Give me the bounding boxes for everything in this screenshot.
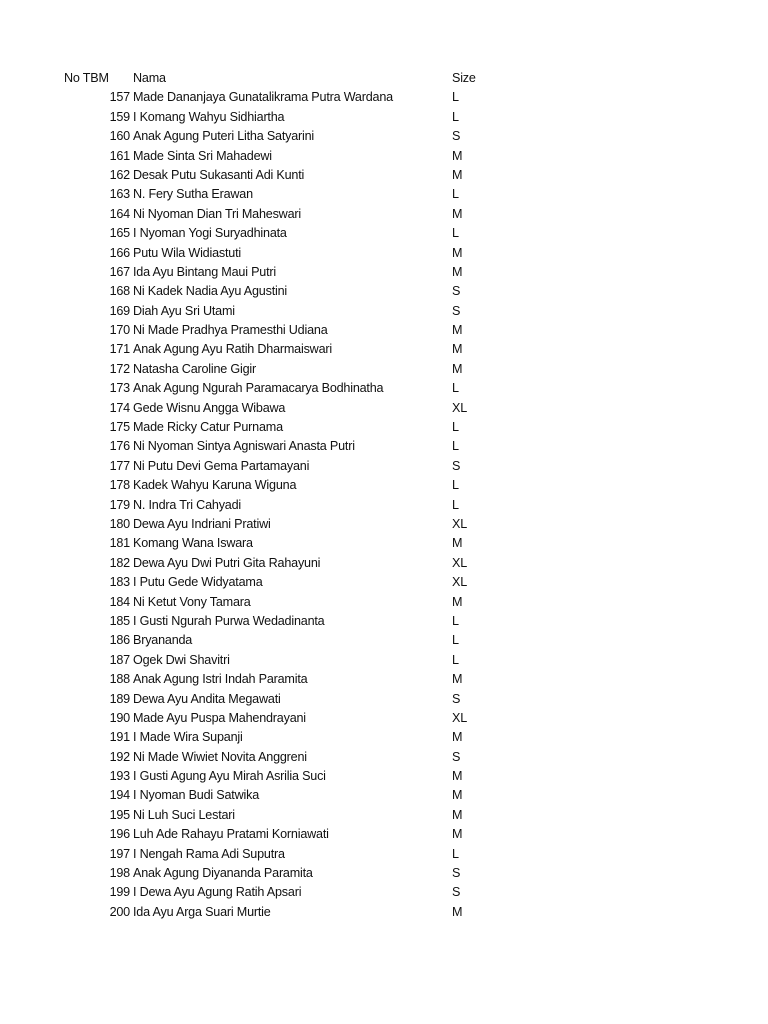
row-number: 192 <box>109 749 130 764</box>
table-row <box>0 321 768 340</box>
table-row <box>0 651 768 670</box>
row-number: 193 <box>109 769 130 784</box>
row-size: M <box>452 206 463 221</box>
table-row <box>0 147 768 166</box>
row-size: L <box>452 381 459 396</box>
table-row <box>0 631 768 650</box>
row-name: N. Fery Sutha Erawan <box>133 187 253 202</box>
row-name: Ida Ayu Arga Suari Murtie <box>133 904 271 919</box>
row-size: M <box>452 342 463 357</box>
row-number: 197 <box>109 846 130 861</box>
row-name: Gede Wisnu Angga Wibawa <box>133 400 286 415</box>
row-name: I Nengah Rama Adi Suputra <box>133 846 285 861</box>
row-size: M <box>452 672 463 687</box>
row-number: 174 <box>109 400 130 415</box>
table-row <box>0 476 768 495</box>
row-name: Ni Putu Devi Gema Partamayani <box>133 458 310 473</box>
row-number: 200 <box>109 904 130 919</box>
row-name: Ni Luh Suci Lestari <box>133 807 235 822</box>
row-size: L <box>452 652 459 667</box>
table-row <box>0 883 768 902</box>
row-number: 168 <box>109 284 130 299</box>
row-size: XL <box>452 555 468 570</box>
table-row <box>0 515 768 534</box>
table-row <box>0 263 768 282</box>
column-header-size: Size <box>452 71 476 85</box>
row-size: M <box>452 788 463 803</box>
row-number: 178 <box>109 478 130 493</box>
row-size: L <box>452 226 459 241</box>
row-number: 187 <box>109 652 130 667</box>
row-number: 189 <box>109 691 130 706</box>
row-size: S <box>452 866 461 881</box>
row-name: Ni Ketut Vony Tamara <box>133 594 251 609</box>
row-size: M <box>452 807 463 822</box>
row-name: Ni Nyoman Sintya Agniswari Anasta Putri <box>133 439 355 454</box>
row-size: M <box>452 148 463 163</box>
row-size: S <box>452 284 461 299</box>
row-size: L <box>452 420 459 435</box>
row-number: 183 <box>109 575 130 590</box>
table-row <box>0 88 768 107</box>
row-size: M <box>452 769 463 784</box>
table-body <box>0 88 768 922</box>
row-name: I Dewa Ayu Agung Ratih Apsari <box>133 885 302 900</box>
table-header <box>0 69 768 88</box>
row-number: 175 <box>109 420 130 435</box>
row-size: M <box>452 167 463 182</box>
row-size: L <box>452 478 459 493</box>
table-row <box>0 709 768 728</box>
table-row <box>0 573 768 592</box>
row-size: L <box>452 109 459 124</box>
row-number: 177 <box>109 458 130 473</box>
row-name: I Gusti Ngurah Purwa Wedadinanta <box>133 613 325 628</box>
row-name: Natasha Caroline Gigir <box>133 361 256 376</box>
table-row <box>0 554 768 573</box>
table-row <box>0 205 768 224</box>
row-number: 160 <box>109 129 130 144</box>
row-number: 188 <box>109 672 130 687</box>
table-row <box>0 302 768 321</box>
table-row <box>0 108 768 127</box>
row-name: Luh Ade Rahayu Pratami Korniawati <box>133 827 329 842</box>
row-name: Ni Made Wiwiet Novita Anggreni <box>133 749 307 764</box>
table-row <box>0 224 768 243</box>
row-size: M <box>452 594 463 609</box>
row-name: Anak Agung Istri Indah Paramita <box>133 672 308 687</box>
row-size: M <box>452 730 463 745</box>
row-name: Anak Agung Diyananda Paramita <box>133 866 313 881</box>
row-size: M <box>452 827 463 842</box>
row-number: 176 <box>109 439 130 454</box>
row-name: I Gusti Agung Ayu Mirah Asrilia Suci <box>133 769 326 784</box>
row-name: Desak Putu Sukasanti Adi Kunti <box>133 167 305 182</box>
row-number: 184 <box>109 594 130 609</box>
row-number: 180 <box>109 516 130 531</box>
row-name: Ogek Dwi Shavitri <box>133 652 230 667</box>
row-size: M <box>452 264 463 279</box>
row-number: 164 <box>109 206 130 221</box>
row-number: 161 <box>109 148 130 163</box>
row-number: 169 <box>109 303 130 318</box>
row-name: Made Dananjaya Gunatalikrama Putra Wardana <box>133 90 393 105</box>
row-size: S <box>452 129 461 144</box>
table-row <box>0 418 768 437</box>
row-size: M <box>452 323 463 338</box>
row-size: L <box>452 439 459 454</box>
table-row <box>0 496 768 515</box>
row-number: 162 <box>109 167 130 182</box>
row-name: Anak Agung Ayu Ratih Dharmaiswari <box>133 342 332 357</box>
row-name: N. Indra Tri Cahyadi <box>133 497 241 512</box>
row-name: Made Ayu Puspa Mahendrayani <box>133 710 306 725</box>
row-number: 186 <box>109 633 130 648</box>
row-number: 159 <box>109 109 130 124</box>
row-size: XL <box>452 516 468 531</box>
row-size: S <box>452 691 461 706</box>
table-row <box>0 845 768 864</box>
row-size: M <box>452 904 463 919</box>
table-row <box>0 728 768 747</box>
table-row <box>0 166 768 185</box>
column-header-nama: Nama <box>133 71 166 85</box>
row-size: XL <box>452 575 468 590</box>
row-size: L <box>452 497 459 512</box>
row-size: XL <box>452 710 468 725</box>
row-name: Dewa Ayu Indriani Pratiwi <box>133 516 271 531</box>
row-number: 196 <box>109 827 130 842</box>
row-name: Anak Agung Puteri Litha Satyarini <box>133 129 315 144</box>
row-name: I Made Wira Supanji <box>133 730 243 745</box>
row-size: M <box>452 361 463 376</box>
table-row <box>0 379 768 398</box>
row-name: Komang Wana Iswara <box>133 536 253 551</box>
row-number: 179 <box>109 497 130 512</box>
table-row <box>0 457 768 476</box>
row-number: 191 <box>109 730 130 745</box>
row-size: L <box>452 846 459 861</box>
table-row <box>0 593 768 612</box>
row-size: S <box>452 458 461 473</box>
row-size: L <box>452 613 459 628</box>
row-number: 185 <box>109 613 130 628</box>
row-number: 182 <box>109 555 130 570</box>
table-row <box>0 127 768 146</box>
table-row <box>0 748 768 767</box>
row-size: M <box>452 536 463 551</box>
table-row <box>0 825 768 844</box>
row-number: 167 <box>109 264 130 279</box>
row-number: 173 <box>109 381 130 396</box>
table-row <box>0 612 768 631</box>
size-table <box>0 69 768 922</box>
table-row <box>0 806 768 825</box>
row-name: Anak Agung Ngurah Paramacarya Bodhinatha <box>133 381 384 396</box>
row-name: I Nyoman Budi Satwika <box>133 788 259 803</box>
row-number: 171 <box>109 342 130 357</box>
row-number: 198 <box>109 866 130 881</box>
row-name: Made Ricky Catur Purnama <box>133 420 283 435</box>
table-row <box>0 360 768 379</box>
row-number: 199 <box>109 885 130 900</box>
column-header-no-tbm: No TBM <box>64 71 109 85</box>
row-size: L <box>452 90 459 105</box>
row-size: XL <box>452 400 468 415</box>
row-size: M <box>452 245 463 260</box>
row-name: Dewa Ayu Andita Megawati <box>133 691 281 706</box>
row-size: L <box>452 187 459 202</box>
row-size: L <box>452 633 459 648</box>
row-name: Diah Ayu Sri Utami <box>133 303 235 318</box>
table-row <box>0 244 768 263</box>
table-row <box>0 767 768 786</box>
row-size: S <box>452 749 461 764</box>
table-row <box>0 690 768 709</box>
row-number: 172 <box>109 361 130 376</box>
table-row <box>0 437 768 456</box>
row-name: Ida Ayu Bintang Maui Putri <box>133 264 276 279</box>
table-row <box>0 670 768 689</box>
row-name: Ni Made Pradhya Pramesthi Udiana <box>133 323 328 338</box>
row-number: 165 <box>109 226 130 241</box>
row-number: 157 <box>109 90 130 105</box>
row-name: Ni Kadek Nadia Ayu Agustini <box>133 284 287 299</box>
row-name: I Putu Gede Widyatama <box>133 575 263 590</box>
row-name: I Komang Wahyu Sidhiartha <box>133 109 285 124</box>
row-size: S <box>452 885 461 900</box>
row-name: I Nyoman Yogi Suryadhinata <box>133 226 287 241</box>
row-name: Ni Nyoman Dian Tri Maheswari <box>133 206 301 221</box>
table-row <box>0 399 768 418</box>
row-number: 181 <box>109 536 130 551</box>
row-size: S <box>452 303 461 318</box>
row-name: Dewa Ayu Dwi Putri Gita Rahayuni <box>133 555 321 570</box>
row-number: 163 <box>109 187 130 202</box>
row-number: 195 <box>109 807 130 822</box>
row-number: 194 <box>109 788 130 803</box>
table-row <box>0 534 768 553</box>
row-name: Putu Wila Widiastuti <box>133 245 241 260</box>
table-row <box>0 903 768 922</box>
row-name: Kadek Wahyu Karuna Wiguna <box>133 478 297 493</box>
table-row <box>0 340 768 359</box>
table-row <box>0 185 768 204</box>
row-name: Made Sinta Sri Mahadewi <box>133 148 272 163</box>
table-row <box>0 786 768 805</box>
row-name: Bryananda <box>133 633 193 648</box>
row-number: 190 <box>109 710 130 725</box>
table-row <box>0 864 768 883</box>
row-number: 166 <box>109 245 130 260</box>
table-row <box>0 282 768 301</box>
row-number: 170 <box>109 323 130 338</box>
